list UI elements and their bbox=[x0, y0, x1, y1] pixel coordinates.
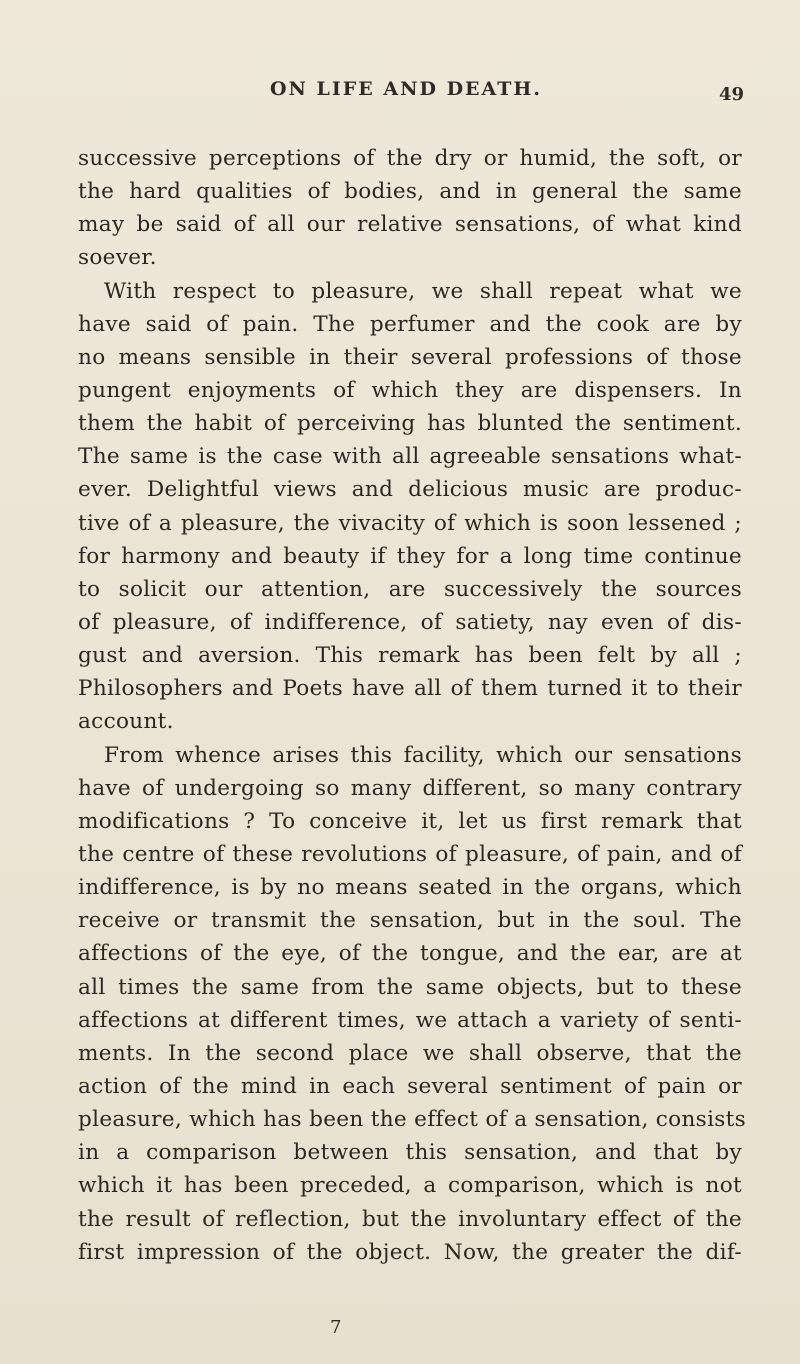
text-line: affections at different times, we attach a variety of senti- bbox=[78, 1007, 742, 1033]
text-line: have said of pain. The perfumer and the cook are by bbox=[78, 311, 742, 337]
text-line: successive perceptions of the dry or humid, the soft, or bbox=[78, 146, 742, 171]
text-line: Philosophers and Poets have all of them turned it to their bbox=[78, 676, 742, 702]
running-title: ON LIFE AND DEATH. bbox=[270, 78, 542, 100]
running-head bbox=[0, 78, 800, 108]
signature-mark: 7 bbox=[330, 1317, 342, 1338]
text-line: may be said of all our relative sensations, of what kind bbox=[78, 212, 742, 238]
text-line: have of undergoing so many different, so many contrary bbox=[78, 775, 742, 801]
text-line: gust and aversion. This remark has been felt by all ; bbox=[78, 643, 742, 669]
text-line: action of the mind in each several sentiment of pain or bbox=[78, 1073, 742, 1099]
text-line: the centre of these revolutions of pleasure, of pain, and of bbox=[78, 841, 742, 867]
text-line: the hard qualities of bodies, and in general the same bbox=[78, 179, 742, 205]
text-line: which it has been preceded, a comparison, which is not bbox=[78, 1173, 742, 1199]
text-line: to solicit our attention, are successively the sources bbox=[78, 576, 742, 602]
body-text bbox=[78, 142, 747, 1269]
text-line: in a comparison between this sensation, and that by bbox=[78, 1140, 742, 1166]
text-line: pleasure, which has been the effect of a sensation, consists bbox=[78, 1107, 747, 1133]
text-line: The same is the case with all agreeable sensations what- bbox=[78, 444, 742, 470]
page-number: 49 bbox=[719, 84, 745, 105]
text-line: of pleasure, of indifference, of satiety, nay even of dis- bbox=[78, 609, 742, 635]
text-line: first impression of the object. Now, the greater the dif- bbox=[78, 1239, 742, 1265]
text-line: the result of reflection, but the involuntary effect of the bbox=[78, 1206, 742, 1232]
text-line: modifications ? To conceive it, let us first remark that bbox=[78, 808, 742, 834]
text-line: ments. In the second place we shall observe, that the bbox=[78, 1040, 742, 1066]
text-line: account. bbox=[78, 709, 174, 735]
text-line: tive of a pleasure, the vivacity of which is soon lessened ; bbox=[78, 510, 742, 536]
text-line: all times the same from the same objects, but to these bbox=[78, 974, 742, 1000]
text-line: With respect to pleasure, we shall repeat what we bbox=[104, 278, 742, 304]
text-line: affections of the eye, of the tongue, and the ear, are at bbox=[78, 941, 742, 967]
text-line: soever. bbox=[78, 245, 157, 271]
text-line: ever. Delightful views and delicious music are produc- bbox=[78, 477, 742, 503]
text-line: for harmony and beauty if they for a long time continue bbox=[78, 543, 742, 569]
text-line: pungent enjoyments of which they are dispensers. In bbox=[78, 377, 742, 403]
text-line: no means sensible in their several professions of those bbox=[78, 344, 742, 370]
text-line: them the habit of perceiving has blunted the sentiment. bbox=[78, 411, 742, 437]
text-line: From whence arises this facility, which our sensations bbox=[104, 742, 742, 768]
text-line: indifference, is by no means seated in the organs, which bbox=[78, 875, 742, 901]
text-line: receive or transmit the sensation, but in the soul. The bbox=[78, 908, 742, 934]
